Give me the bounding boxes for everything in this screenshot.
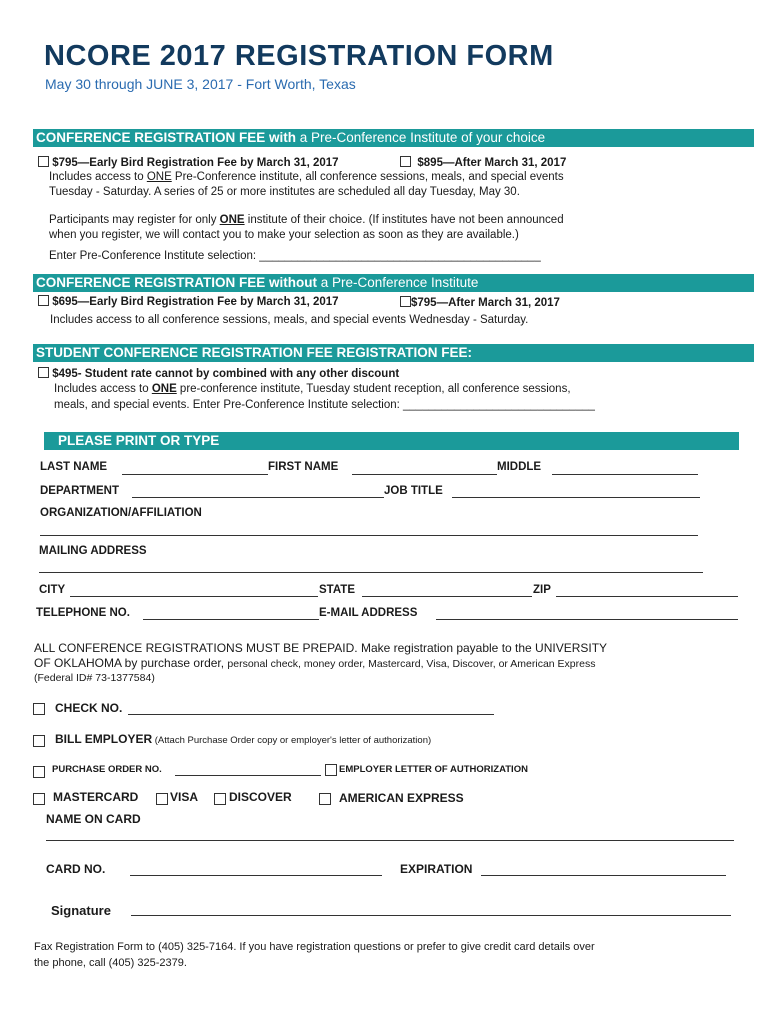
bill-employer-checkbox[interactable] — [33, 733, 45, 751]
section1-line4: when you register, we will contact you to make your selection as soon as they are available.) — [49, 229, 519, 241]
checkbox[interactable] — [38, 295, 49, 306]
section-bar-student: STUDENT CONFERENCE REGISTRATION FEE REGISTRATION FEE: — [33, 344, 754, 362]
visa-checkbox[interactable] — [156, 791, 168, 809]
visa-label: VISA — [170, 790, 199, 804]
city-input[interactable] — [70, 596, 318, 597]
mastercard-label: MASTERCARD — [53, 790, 139, 804]
first-name-label: FIRST NAME — [268, 461, 339, 473]
card-no-input[interactable] — [130, 875, 382, 876]
mailing-address-input[interactable] — [39, 572, 703, 573]
option-early-bird-795[interactable]: $795—Early Bird Registration Fee by March 31, 2017 — [38, 156, 339, 170]
federal-id: (Federal ID# 73-1377584) — [34, 672, 155, 684]
check-no-input[interactable] — [128, 714, 494, 715]
option-student-495[interactable]: $495- Student rate cannot by combined with any other discount — [38, 367, 399, 381]
department-label: DEPARTMENT — [40, 485, 120, 497]
purchase-order-label: PURCHASE ORDER NO. — [52, 764, 162, 775]
footer-line2: the phone, call (405) 325-2379. — [34, 957, 187, 969]
email-input[interactable] — [436, 619, 738, 620]
department-input[interactable] — [132, 497, 384, 498]
institute-selection-field[interactable]: Enter Pre-Conference Institute selection: ____________________________________________ — [49, 250, 541, 262]
section1-line1: Includes access to ONE Pre-Conference institute, all conference sessions, meals, and special events — [49, 171, 564, 183]
checkbox[interactable] — [400, 156, 411, 167]
purchase-order-input[interactable] — [175, 775, 321, 776]
name-on-card-input[interactable] — [46, 840, 734, 841]
state-label: STATE — [319, 584, 355, 596]
discover-label: DISCOVER — [229, 790, 292, 804]
mailing-address-label: MAILING ADDRESS — [39, 545, 147, 557]
option-after-895[interactable]: $895—After March 31, 2017 — [400, 156, 566, 170]
job-title-input[interactable] — [452, 497, 700, 498]
middle-input[interactable] — [552, 474, 698, 475]
amex-label: AMERICAN EXPRESS — [339, 791, 464, 805]
check-no-checkbox[interactable] — [33, 701, 45, 719]
expiration-input[interactable] — [481, 875, 726, 876]
telephone-input[interactable] — [143, 619, 319, 620]
option-after-795[interactable]: $795—After March 31, 2017 — [400, 296, 560, 310]
name-on-card-label: NAME ON CARD — [46, 812, 141, 826]
checkbox[interactable] — [38, 367, 49, 378]
organization-input[interactable] — [40, 535, 698, 536]
signature-input[interactable] — [131, 915, 731, 916]
first-name-input[interactable] — [352, 474, 497, 475]
city-label: CITY — [39, 584, 66, 596]
zip-label: ZIP — [533, 584, 551, 596]
page-title: NCORE 2017 REGISTRATION FORM — [44, 40, 554, 72]
section3-line1: Includes access to ONE pre-conference institute, Tuesday student reception, all conference sessions, — [54, 383, 571, 395]
section-bar-without-institute: CONFERENCE REGISTRATION FEE without a Pre-Conference Institute — [33, 274, 754, 292]
mastercard-checkbox[interactable] — [33, 791, 45, 809]
last-name-label: LAST NAME — [40, 461, 108, 473]
checkbox[interactable] — [400, 296, 411, 307]
section-bar-please-print: PLEASE PRINT OR TYPE — [44, 432, 739, 450]
employer-letter-checkbox[interactable] — [325, 762, 337, 780]
footer-line1: Fax Registration Form to (405) 325-7164. If you have registration questions or prefer to give credit card details over — [34, 941, 595, 953]
option-early-bird-695[interactable]: $695—Early Bird Registration Fee by March 31, 2017 — [38, 295, 339, 309]
section2-line1: Includes access to all conference sessions, meals, and special events Wednesday - Saturday. — [50, 314, 529, 326]
employer-letter-label: EMPLOYER LETTER OF AUTHORIZATION — [339, 764, 528, 775]
prepaid-note-line1: ALL CONFERENCE REGISTRATIONS MUST BE PREPAID. Make registration payable to the UNIVERSITY — [34, 641, 608, 655]
organization-label: ORGANIZATION/AFFILIATION — [40, 507, 202, 519]
prepaid-note-line2: OF OKLAHOMA by purchase order, personal check, money order, Mastercard, Visa, Discover, or American Express — [34, 656, 596, 670]
email-label: E-MAIL ADDRESS — [319, 607, 418, 619]
zip-input[interactable] — [556, 596, 738, 597]
telephone-label: TELEPHONE NO. — [36, 607, 130, 619]
expiration-label: EXPIRATION — [400, 862, 473, 876]
last-name-input[interactable] — [122, 474, 268, 475]
section-bar-with-institute: CONFERENCE REGISTRATION FEE with a Pre-Conference Institute of your choice — [33, 129, 754, 147]
amex-checkbox[interactable] — [319, 791, 331, 809]
signature-label: Signature — [51, 903, 111, 918]
discover-checkbox[interactable] — [214, 791, 226, 809]
card-no-label: CARD NO. — [46, 862, 106, 876]
state-input[interactable] — [362, 596, 532, 597]
section3-line2[interactable]: meals, and special events. Enter Pre-Conference Institute selection: ______________________________ — [54, 399, 595, 411]
section1-line2: Tuesday - Saturday. A series of 25 or more institutes are scheduled all day Tuesday, May 30. — [49, 186, 520, 198]
bill-employer-row: BILL EMPLOYER (Attach Purchase Order copy or employer's letter of authorization) — [55, 732, 432, 746]
purchase-order-checkbox[interactable] — [33, 764, 45, 782]
page-subtitle: May 30 through JUNE 3, 2017 - Fort Worth, Texas — [45, 76, 356, 92]
middle-label: MIDDLE — [497, 461, 542, 473]
checkbox[interactable] — [38, 156, 49, 167]
section1-line3: Participants may register for only ONE institute of their choice. (If institutes have not been announced — [49, 214, 564, 226]
job-title-label: JOB TITLE — [384, 485, 443, 497]
check-no-label: CHECK NO. — [55, 701, 123, 715]
